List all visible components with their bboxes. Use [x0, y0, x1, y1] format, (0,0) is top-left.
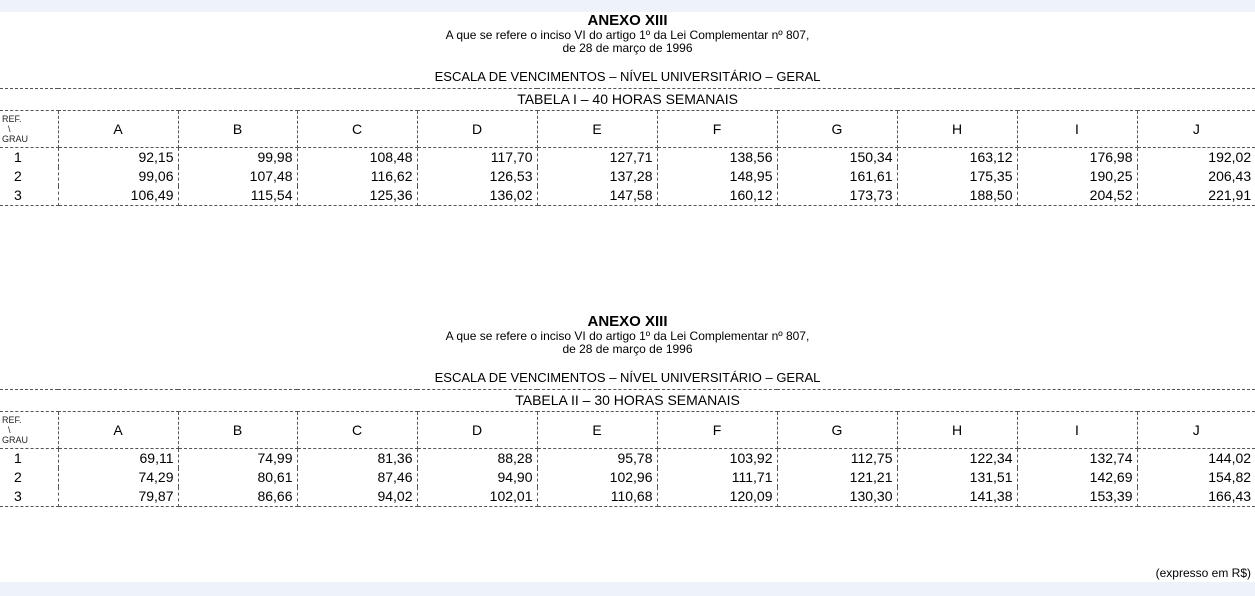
value-cell: 141,38	[897, 487, 1017, 507]
value-cell: 153,39	[1017, 487, 1137, 507]
value-cell: 74,29	[58, 468, 178, 487]
value-cell: 112,75	[777, 449, 897, 469]
value-cell: 192,02	[1137, 148, 1255, 168]
value-cell: 102,01	[417, 487, 537, 507]
value-cell: 137,28	[537, 167, 657, 186]
annex-subtitle-line2: de 28 de março de 1996	[562, 342, 693, 356]
salary-table-2	[0, 389, 1255, 507]
salary-table-1	[0, 88, 1255, 206]
column-header: G	[777, 412, 897, 449]
value-cell: 176,98	[1017, 148, 1137, 168]
column-header: A	[58, 412, 178, 449]
value-cell: 221,91	[1137, 186, 1255, 206]
value-cell: 166,43	[1137, 487, 1255, 507]
value-cell: 79,87	[58, 487, 178, 507]
column-header: G	[777, 111, 897, 148]
annex-subtitle-line2: de 28 de março de 1996	[562, 41, 693, 55]
value-cell: 88,28	[417, 449, 537, 469]
table-header-row	[0, 111, 1255, 148]
column-header: I	[1017, 111, 1137, 148]
column-header: C	[297, 111, 417, 148]
value-cell: 86,66	[178, 487, 297, 507]
annex-heading: ANEXO XIII	[587, 12, 668, 29]
column-header: I	[1017, 412, 1137, 449]
value-cell: 204,52	[1017, 186, 1137, 206]
value-cell: 138,56	[657, 148, 777, 168]
scale-title: ESCALA DE VENCIMENTOS – NÍVEL UNIVERSITÁRIO – GERAL	[434, 370, 821, 385]
column-header: J	[1137, 111, 1255, 148]
value-cell: 116,62	[297, 167, 417, 186]
table-row	[0, 449, 1255, 469]
grau-cell: 2	[0, 468, 58, 487]
table-row	[0, 186, 1255, 206]
value-cell: 94,90	[417, 468, 537, 487]
value-cell: 80,61	[178, 468, 297, 487]
value-cell: 108,48	[297, 148, 417, 168]
value-cell: 127,71	[537, 148, 657, 168]
value-cell: 115,54	[178, 186, 297, 206]
value-cell: 173,73	[777, 186, 897, 206]
table-row	[0, 148, 1255, 168]
value-cell: 122,34	[897, 449, 1017, 469]
table-header-row	[0, 412, 1255, 449]
annex-subtitle-line1: A que se refere o inciso VI do artigo 1º da Lei Complementar nº 807,	[445, 329, 810, 343]
ref-grau-header: REF. \ GRAU	[0, 412, 58, 449]
value-cell: 111,71	[657, 468, 777, 487]
ref-grau-header: REF. \ GRAU	[0, 111, 58, 148]
column-header: J	[1137, 412, 1255, 449]
value-cell: 69,11	[58, 449, 178, 469]
value-cell: 150,34	[777, 148, 897, 168]
value-cell: 102,96	[537, 468, 657, 487]
value-cell: 154,82	[1137, 468, 1255, 487]
value-cell: 131,51	[897, 468, 1017, 487]
column-header: H	[897, 412, 1017, 449]
value-cell: 87,46	[297, 468, 417, 487]
value-cell: 106,49	[58, 186, 178, 206]
annex-block-2	[0, 313, 1255, 507]
value-cell: 120,09	[657, 487, 777, 507]
table-row	[0, 167, 1255, 186]
value-cell: 117,70	[417, 148, 537, 168]
column-header: H	[897, 111, 1017, 148]
value-cell: 99,06	[58, 167, 178, 186]
annex-heading: ANEXO XIII	[587, 313, 668, 330]
table-row	[0, 487, 1255, 507]
value-cell: 161,61	[777, 167, 897, 186]
column-header: C	[297, 412, 417, 449]
annex-block-1	[0, 12, 1255, 206]
value-cell: 175,35	[897, 167, 1017, 186]
annex-subtitle-line1: A que se refere o inciso VI do artigo 1º da Lei Complementar nº 807,	[445, 28, 810, 42]
value-cell: 74,99	[178, 449, 297, 469]
value-cell: 144,02	[1137, 449, 1255, 469]
value-cell: 163,12	[897, 148, 1017, 168]
value-cell: 130,30	[777, 487, 897, 507]
value-cell: 94,02	[297, 487, 417, 507]
value-cell: 95,78	[537, 449, 657, 469]
column-header: E	[537, 111, 657, 148]
grau-cell: 3	[0, 186, 58, 206]
value-cell: 92,15	[58, 148, 178, 168]
value-cell: 136,02	[417, 186, 537, 206]
value-cell: 107,48	[178, 167, 297, 186]
value-cell: 125,36	[297, 186, 417, 206]
value-cell: 148,95	[657, 167, 777, 186]
column-header: B	[178, 412, 297, 449]
value-cell: 142,69	[1017, 468, 1137, 487]
value-cell: 206,43	[1137, 167, 1255, 186]
column-header: B	[178, 111, 297, 148]
column-header: A	[58, 111, 178, 148]
document-page	[0, 12, 1255, 582]
value-cell: 110,68	[537, 487, 657, 507]
table-title: TABELA II – 30 HORAS SEMANAIS	[0, 390, 1255, 412]
value-cell: 190,25	[1017, 167, 1137, 186]
table-title: TABELA I – 40 HORAS SEMANAIS	[0, 89, 1255, 111]
value-cell: 160,12	[657, 186, 777, 206]
value-cell: 132,74	[1017, 449, 1137, 469]
value-cell: 81,36	[297, 449, 417, 469]
grau-cell: 3	[0, 487, 58, 507]
grau-cell: 1	[0, 449, 58, 469]
value-cell: 99,98	[178, 148, 297, 168]
value-cell: 103,92	[657, 449, 777, 469]
currency-footnote: (expresso em R$)	[1155, 566, 1251, 580]
table-row	[0, 468, 1255, 487]
value-cell: 147,58	[537, 186, 657, 206]
column-header: F	[657, 412, 777, 449]
column-header: F	[657, 111, 777, 148]
column-header: E	[537, 412, 657, 449]
column-header: D	[417, 412, 537, 449]
value-cell: 188,50	[897, 186, 1017, 206]
grau-cell: 2	[0, 167, 58, 186]
column-header: D	[417, 111, 537, 148]
scale-title: ESCALA DE VENCIMENTOS – NÍVEL UNIVERSITÁRIO – GERAL	[434, 69, 821, 84]
grau-cell: 1	[0, 148, 58, 168]
value-cell: 121,21	[777, 468, 897, 487]
value-cell: 126,53	[417, 167, 537, 186]
